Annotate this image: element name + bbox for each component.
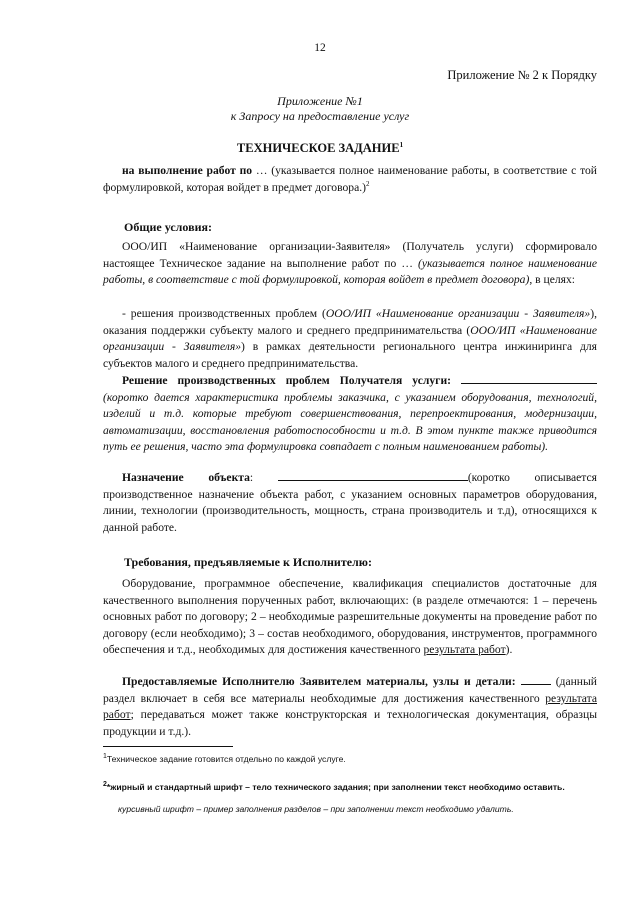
requirements-underlined: результата работ xyxy=(423,643,506,657)
general-p1-text: ООО/ИП «Наименование организации-Заявителя» (Получатель услуги) сформировало настоящее Техническое задание на выполнение работ по … xyxy=(103,240,597,270)
page-number: 12 xyxy=(314,42,326,54)
problems-paragraph xyxy=(103,373,597,456)
purpose-colon: : xyxy=(249,471,254,484)
document-subtitle xyxy=(103,163,597,196)
purpose-fill-line xyxy=(278,479,468,481)
footnote-2-mark: 2 xyxy=(103,781,107,789)
requirements-paragraph xyxy=(103,576,597,659)
purpose-paragraph xyxy=(103,470,597,536)
document-title xyxy=(0,141,640,156)
attachment-line-1: Приложение №1 xyxy=(277,94,363,108)
materials-label: Предоставляемые Исполнителю Заявителем материалы, узлы и детали: xyxy=(122,675,516,688)
general-p2-middle: ), оказания поддержки субъекту малого и среднего предпринимательства ( xyxy=(103,307,597,337)
subtitle-footnote-mark: 2 xyxy=(366,179,370,188)
requirements-heading: Требования, предъявляемые к Исполнителю: xyxy=(124,555,372,569)
general-p2-italic-2: ООО/ИП «Наименование организации - Заявителя» xyxy=(103,323,597,354)
problems-label: Решение производственных проблем Получателя услуги: xyxy=(122,374,451,387)
footnote-2-text: *жирный и стандартный шрифт – тело технического задания; при заполнении текст необходимо оставить. xyxy=(106,782,565,792)
footnote-italic-note: курсивный шрифт – пример заполнения разделов – при заполнении текст необходимо удалить. xyxy=(118,804,514,814)
purpose-label: Назначение объекта xyxy=(122,471,250,484)
title-footnote-mark: 1 xyxy=(399,140,404,149)
footnote-2 xyxy=(103,781,597,793)
general-p1-tail: , в целях: xyxy=(529,273,575,287)
materials-desc-tail: ; передаваться может также конструкторская и технологическая документация, образцы продукции и т.д.). xyxy=(103,708,597,738)
footnote-1 xyxy=(103,753,597,765)
footnote-separator xyxy=(103,746,233,747)
requirements-text: Оборудование, программное обеспечение, квалификация специалистов достаточные для качественного выполнения порученных работ, включающих: (в разделе отмечаются: 1 – перечень основных работ по договору; 2 – необходимые разрешительные документы на проведение работ по договору (если необходимо); 3 – состав необходимого, оборудования, инструментов, программного обеспечения и т.д., необходимых для достижения качественного xyxy=(103,577,597,657)
materials-paragraph xyxy=(103,674,597,740)
subtitle-bold: на выполнение работ по xyxy=(122,164,253,177)
general-p2-text: - решения производственных проблем ( xyxy=(122,307,326,320)
general-paragraph-2 xyxy=(103,306,597,372)
general-paragraph-1 xyxy=(103,239,597,289)
materials-underlined: результата работ xyxy=(103,691,597,722)
title-text: ТЕХНИЧЕСКОЕ ЗАДАНИЕ xyxy=(236,141,400,155)
general-p2-tail: ) в рамках деятельности регионального центра инжиниринга для субъектов малого и среднего предпринимательства. xyxy=(103,340,597,370)
general-heading: Общие условия: xyxy=(124,220,212,234)
footnote-1-mark: 1 xyxy=(103,753,107,761)
problems-description: (коротко дается характеристика проблемы заказчика, с указанием оборудования, технологий, изделий и т.д. которые требуют совершенствования, перепроектирования, модернизации, автоматизации, восстановления работоспособности и т.д. В этом пункте также приводится путь ее решения, часто эта формулировка совпадает с полным наименованием работы). xyxy=(103,390,597,454)
materials-desc-start: (данный раздел включает в себя все материалы необходимые для достижения качественного xyxy=(103,675,597,705)
general-p2-italic-1: ООО/ИП «Наименование организации - Заявителя» xyxy=(325,307,591,320)
problems-fill-line xyxy=(461,382,597,384)
purpose-desc-start: (коротко описывается xyxy=(467,471,597,484)
general-p1-italic: (указывается полное наименование работы, в соответствие с той формулировкой, которая войдет в предмет договора) xyxy=(103,256,597,287)
subtitle-rest: … (указывается полное наименование работы, в соответствие с той формулировкой, которая войдет в предмет договора.) xyxy=(103,164,597,194)
appendix-reference: Приложение № 2 к Порядку xyxy=(447,68,597,82)
footnote-1-text: Техническое задание готовится отдельно по каждой услуге. xyxy=(106,754,346,764)
attachment-line-2: к Запросу на предоставление услуг xyxy=(230,109,410,123)
materials-fill-line xyxy=(521,683,551,685)
requirements-tail: ). xyxy=(505,643,513,657)
purpose-desc-rest: производственное назначение объекта работ, с указанием основных параметров оборудования, линии, технологии (производительность, мощность, страна производитель и т.д), относящихся к данной работе. xyxy=(103,487,597,534)
